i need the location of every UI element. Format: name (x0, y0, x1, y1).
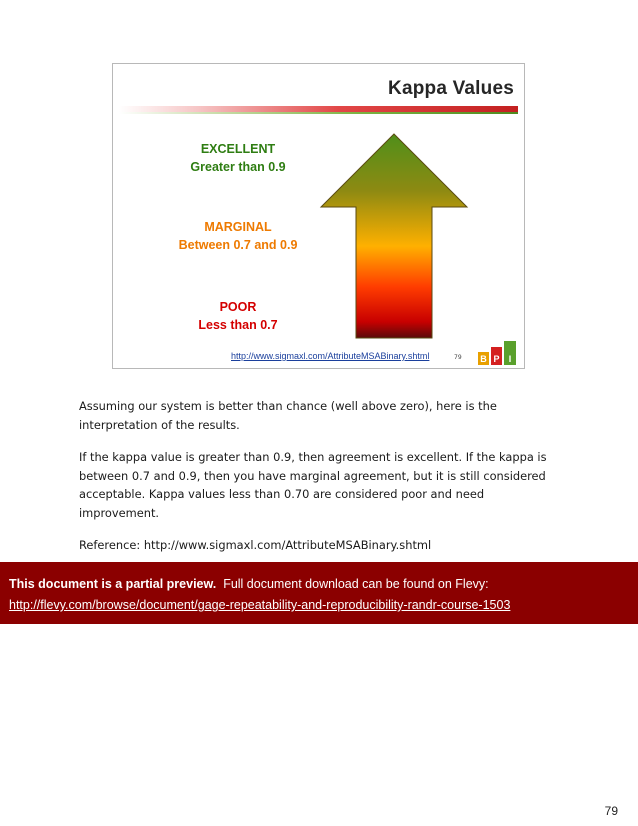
level-poor (153, 298, 323, 334)
source-link[interactable]: http://www.sigmaxl.com/AttributeMSABinary.shtml (231, 351, 430, 361)
level-poor-range: Less than 0.7 (198, 318, 278, 332)
slide-title: Kappa Values (388, 78, 514, 99)
notes-paragraph-1: Assuming our system is better than chance (well above zero), here is the interpretation of the results. (79, 399, 497, 432)
title-rule-accent (119, 112, 518, 114)
slide-number: 79 (454, 354, 462, 361)
page-number: 79 (604, 804, 618, 818)
logo-letter-b: B (480, 354, 487, 364)
banner-bold-text: This document is a partial preview. (9, 577, 217, 591)
slide-notes (79, 397, 559, 569)
notes-paragraph-2: If the kappa value is greater than 0.9, then agreement is excellent. If the kappa is between 0.7 and 0.9, then you have marginal agreement, but it is still considered acceptable. Kappa values less than 0.70 are considered poor and need improvement. (79, 450, 547, 520)
banner-text: Full document download can be found on Flevy: (223, 577, 489, 591)
bpi-logo (477, 340, 517, 366)
notes-reference: Reference: http://www.sigmaxl.com/AttributeMSABinary.shtml (79, 538, 432, 552)
logo-letter-p: P (493, 354, 500, 364)
slide-image (112, 63, 525, 369)
up-arrow-icon (319, 133, 469, 339)
level-marginal-range: Between 0.7 and 0.9 (178, 238, 298, 252)
banner-download-link[interactable]: http://flevy.com/browse/document/gage-repeatability-and-reproducibility-randr-course-1503 (9, 598, 511, 612)
level-marginal (153, 218, 323, 254)
preview-banner (0, 562, 638, 624)
level-excellent (153, 140, 323, 176)
level-poor-label: POOR (219, 300, 257, 314)
level-marginal-label: MARGINAL (204, 220, 272, 234)
level-excellent-range: Greater than 0.9 (190, 160, 286, 174)
level-excellent-label: EXCELLENT (200, 142, 276, 156)
logo-letter-i: I (508, 354, 512, 364)
